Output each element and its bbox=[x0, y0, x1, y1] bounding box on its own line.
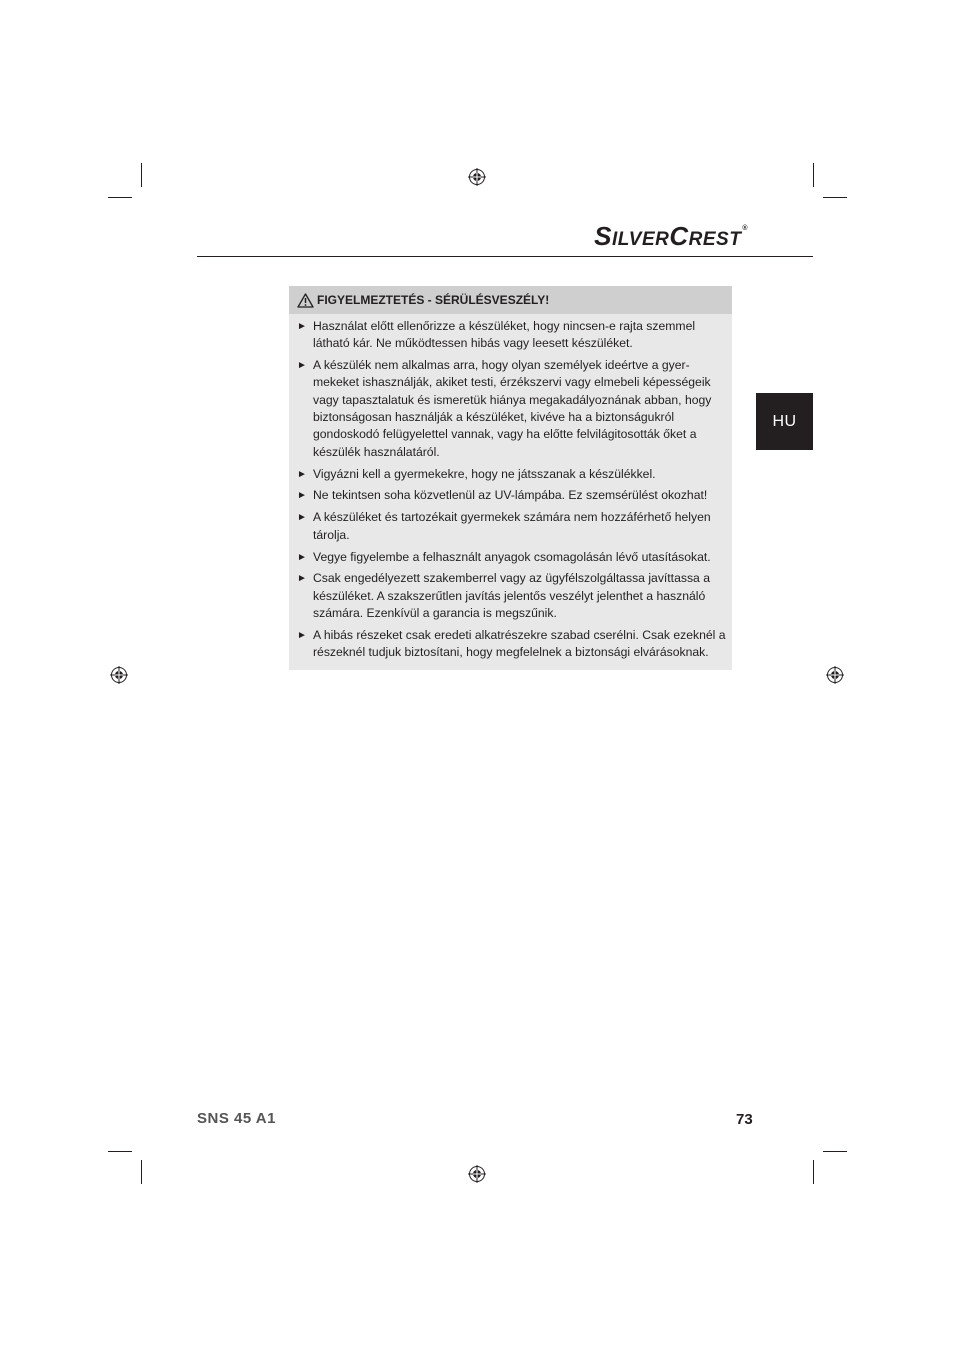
warning-header bbox=[289, 286, 732, 314]
list-item-text: Vigyázni kell a gyermekekre, hogy ne játsszanak a készülékkel. bbox=[313, 466, 656, 481]
logo-letter: S bbox=[594, 221, 612, 251]
registration-mark-icon bbox=[468, 168, 486, 186]
crop-mark bbox=[823, 1151, 847, 1152]
page-number: 73 bbox=[736, 1111, 753, 1128]
registration-mark-icon bbox=[826, 666, 844, 684]
list-item bbox=[297, 466, 726, 483]
registered-mark: ® bbox=[742, 225, 748, 232]
crop-mark bbox=[108, 1151, 132, 1152]
list-item-text: A hibás részeket csak eredeti alkatrészekre szabad cserélni. Csak ezeknél a részeknél tudjuk biztosítani, hogy megfelelnek a biztonsági elvárásoknak. bbox=[313, 627, 726, 660]
list-item bbox=[297, 570, 726, 622]
bullet-arrow-icon: ► bbox=[297, 573, 307, 585]
language-tab: HU bbox=[756, 393, 813, 450]
list-item bbox=[297, 549, 726, 566]
warning-list bbox=[289, 314, 732, 662]
list-item-text: A készüléket és tartozékait gyermekek számára nem hozzáférhető helyen tárolja. bbox=[313, 510, 711, 542]
bullet-arrow-icon: ► bbox=[297, 512, 307, 524]
warning-box bbox=[289, 286, 732, 670]
crop-mark bbox=[141, 1160, 142, 1184]
crop-mark bbox=[813, 1160, 814, 1184]
bullet-arrow-icon: ► bbox=[297, 321, 307, 332]
list-item bbox=[297, 627, 726, 662]
logo-letter: C bbox=[669, 221, 689, 251]
crop-mark bbox=[141, 163, 142, 187]
list-item bbox=[297, 487, 726, 504]
list-item-text: Csak engedélyezett szakemberrel vagy az ügyfélszolgáltassa javíttassa a készüléket. A szakszerűtlen javítás jelentős veszélyt jelenthet a használó számára. Ezenkívül a garancia is megszűnik. bbox=[313, 571, 710, 621]
bullet-arrow-icon: ► bbox=[297, 360, 307, 372]
crop-mark bbox=[823, 197, 847, 198]
list-item-text: A készülék nem alkalmas arra, hogy olyan személyek ideértve a gyermekeket ishasználják, akiket testi, érzékszervi vagy elmebeli képességeik vagy tapasztalatuk és ismeretük hiánya megakadályoznának abban, hogy biztonságosan használják a készüléket, kivéve ha a biztonságukról gondoskodó felügyelettel vannak, vagy ha előtte felvilágitosották őket a készülék használatáról. bbox=[313, 358, 712, 459]
bullet-arrow-icon: ► bbox=[297, 551, 307, 563]
bullet-arrow-icon: ► bbox=[297, 468, 307, 480]
crop-mark bbox=[813, 163, 814, 187]
bullet-arrow-icon: ► bbox=[297, 490, 307, 502]
list-item-text: Használat előtt ellenőrizze a készüléket, hogy nincsen-e rajta szemmel látható kár. Ne működtessen hibás vagy leesett készüléket. bbox=[313, 319, 696, 351]
registration-mark-icon bbox=[468, 1165, 486, 1183]
list-item bbox=[297, 357, 726, 461]
list-item bbox=[297, 509, 726, 544]
registration-mark-icon bbox=[110, 666, 128, 684]
warning-title: FIGYELMEZTETÉS - SÉRÜLÉSVESZÉLY! bbox=[317, 293, 550, 307]
brand-logo bbox=[594, 223, 748, 249]
crop-mark bbox=[108, 197, 132, 198]
list-item-text: Vegye figyelembe a felhasznált anyagok csomagolásán lévő utasításokat. bbox=[313, 549, 711, 564]
list-item bbox=[297, 318, 726, 353]
model-number: SNS 45 A1 bbox=[197, 1110, 276, 1127]
logo-letters: REST bbox=[688, 229, 742, 250]
bullet-arrow-icon: ► bbox=[297, 629, 307, 641]
warning-triangle-icon bbox=[297, 293, 314, 308]
header-rule bbox=[197, 256, 813, 257]
logo-letters: ILVER bbox=[611, 229, 670, 250]
list-item-text: Ne tekintsen soha közvetlenül az UV-lámpába. Ez szemsérülést okozhat! bbox=[313, 488, 708, 503]
